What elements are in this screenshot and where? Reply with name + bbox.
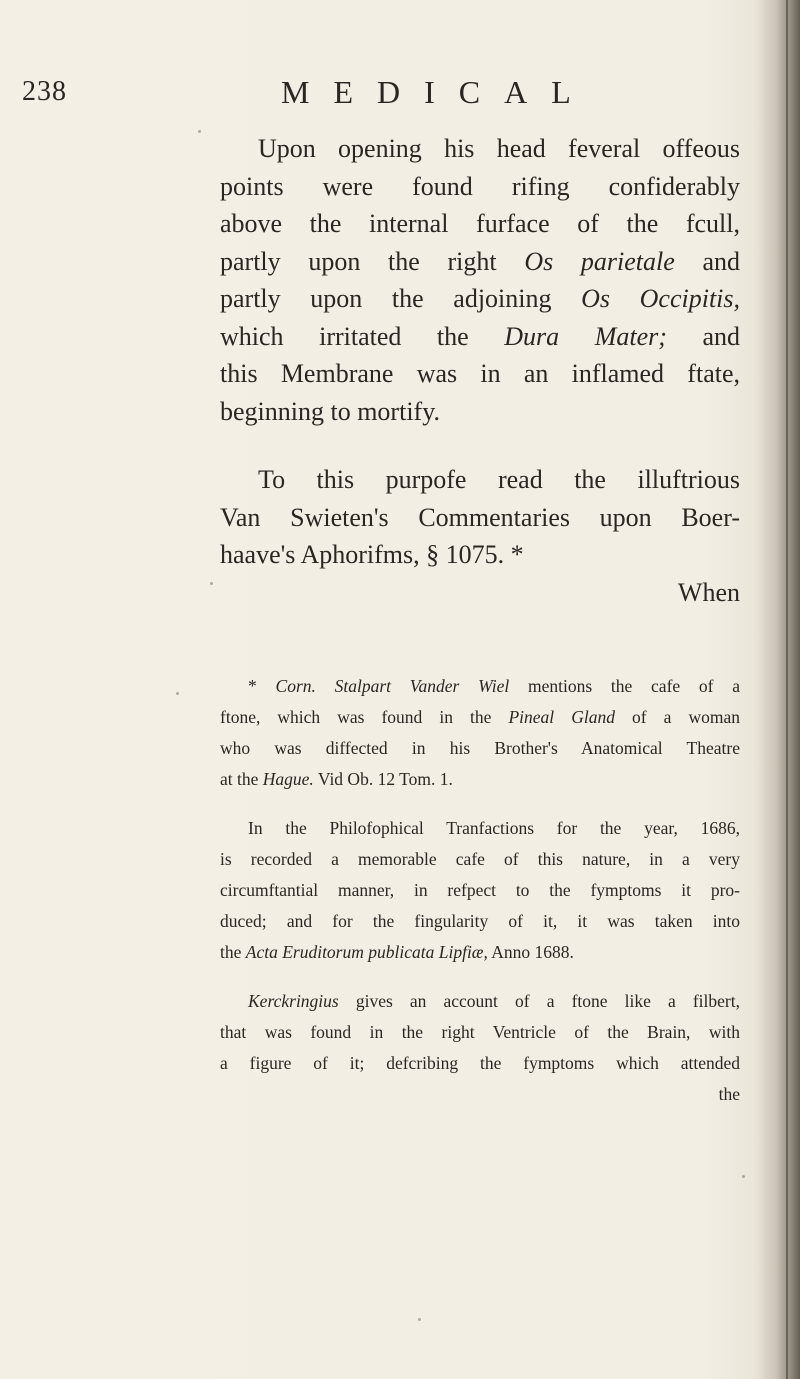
paper-speck xyxy=(210,582,213,585)
page-number: 238 xyxy=(22,76,67,107)
paper-speck xyxy=(176,692,179,695)
paragraph-1 xyxy=(220,130,740,430)
latin-term: Os Occipitis, xyxy=(581,284,741,313)
latin-term: Pineal Gland xyxy=(508,707,615,727)
footnote-line: the Acta Eruditorum publicata Lipfiæ, Anno 1688. xyxy=(220,942,574,962)
text-line: partly upon the right Os parietale and xyxy=(220,246,741,276)
footnote-1 xyxy=(220,671,740,795)
text-line: beginning to mortify. xyxy=(220,396,441,426)
text-line: To this purpofe read the illuftrious xyxy=(258,465,740,494)
paper-speck xyxy=(198,130,201,133)
journal-title: Acta Eruditorum publicata Lipfiæ, xyxy=(245,942,488,962)
text-line: which irritated the Dura Mater; and xyxy=(220,321,741,351)
place-name: Hague. xyxy=(262,769,314,789)
footnote-line: who was diffected in his Brother's Anatomical Theatre xyxy=(220,738,740,758)
paper-speck xyxy=(742,1175,745,1178)
text-line: Van Swieten's Commentaries upon Boer- xyxy=(220,502,740,532)
footnote-line: duced; and for the fingularity of it, it was taken into xyxy=(220,911,740,931)
text-line: this Membrane was in an inflamed ftate, xyxy=(220,359,740,388)
author-name: Kerckringius xyxy=(248,991,339,1011)
footnote-line: circumftantial manner, in refpect to the fymptoms it pro- xyxy=(220,880,740,900)
catchword: When xyxy=(677,577,740,607)
text-line: points were found rifing confiderably xyxy=(220,171,740,201)
footnote-line: * Corn. Stalpart Vander Wiel mentions the cafe of a xyxy=(248,676,741,696)
footnote-line: Kerckringius gives an account of a ftone like a filbert, xyxy=(248,991,740,1011)
main-text xyxy=(220,130,740,611)
author-name: Corn. Stalpart Vander Wiel xyxy=(275,676,510,696)
paragraph-2 xyxy=(220,461,740,611)
catchword: the xyxy=(718,1084,740,1104)
footnote-line: a figure of it; defcribing the fymptoms which attended xyxy=(220,1053,740,1073)
latin-term: Os parietale xyxy=(524,246,675,276)
running-head: MEDICAL xyxy=(281,74,595,110)
text-line: haave's Aphorifms, § 1075. * xyxy=(220,540,524,569)
text-line: above the internal furface of the fcull, xyxy=(220,209,740,238)
footnote-line: ftone, which was found in the Pineal Gland of a woman xyxy=(220,707,741,727)
footnote-line: at the Hague. Vid Ob. 12 Tom. 1. xyxy=(220,769,453,789)
footnote-2 xyxy=(220,813,740,968)
text-line: partly upon the adjoining Os Occipitis, xyxy=(220,284,741,313)
binding-edge xyxy=(786,0,788,1379)
text-line: Upon opening his head feveral offeous xyxy=(258,134,740,163)
footnote-line: is recorded a memorable cafe of this nature, in a very xyxy=(220,849,740,869)
footnote-line: that was found in the right Ventricle of the Brain, with xyxy=(220,1022,740,1042)
footnotes xyxy=(220,671,740,1110)
footnote-3 xyxy=(220,986,740,1110)
footnote-marker: * xyxy=(248,676,257,696)
latin-term: Dura Mater; xyxy=(504,321,667,351)
binding-shadow xyxy=(758,0,800,1379)
footnote-line: In the Philofophical Tranfactions for the year, 1686, xyxy=(248,818,740,838)
paper-speck xyxy=(418,1318,421,1321)
